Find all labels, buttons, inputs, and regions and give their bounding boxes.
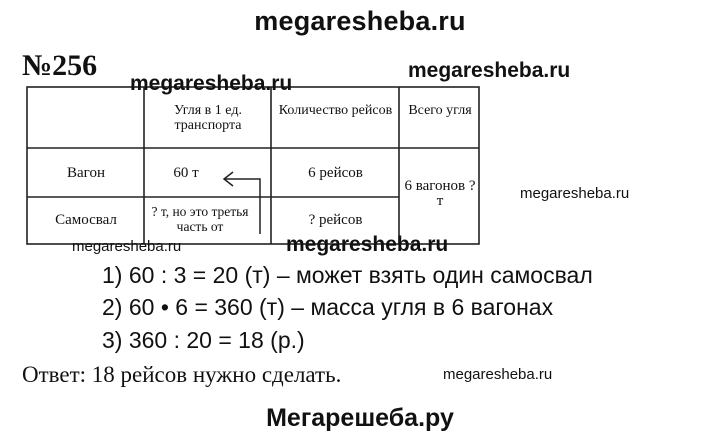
wagon-trips: 6 рейсов [308,165,363,181]
row-label-truck: Самосвал [55,212,117,228]
wagon-per-unit: 60 т [173,165,199,181]
header-trips: Количество рейсов [278,103,393,118]
site-watermark: megaresheba.ru [408,59,571,82]
site-watermark: megaresheba.ru [443,366,553,383]
header-total: Всего угля [408,103,472,118]
truck-per-unit: ? т, но это третья часть от [151,204,249,234]
header-per-unit: Угля в 1 ед. транспорта [174,103,242,133]
site-watermark: megaresheba.ru [130,72,293,95]
site-watermark-top: megaresheba.ru [254,6,466,36]
site-watermark: megaresheba.ru [72,238,182,255]
site-watermark: megaresheba.ru [520,185,630,202]
answer-text: Ответ: 18 рейсов нужно сделать. [22,362,342,387]
site-watermark-bottom: Мегарешеба.ру [266,404,454,432]
solution-step-3: 3) 360 : 20 = 18 (р.) [102,327,305,353]
problem-number: №256 [22,49,98,82]
site-watermark: megaresheba.ru [286,233,449,256]
total-coal: 6 вагонов ? т [404,178,476,209]
solution-step-2: 2) 60 • 6 = 360 (т) – масса угля в 6 вагонах [102,294,554,320]
data-table [26,86,480,246]
truck-trips: ? рейсов [308,212,363,228]
solution-step-1: 1) 60 : 3 = 20 (т) – может взять один самосвал [102,262,593,288]
row-label-wagon: Вагон [67,165,105,181]
